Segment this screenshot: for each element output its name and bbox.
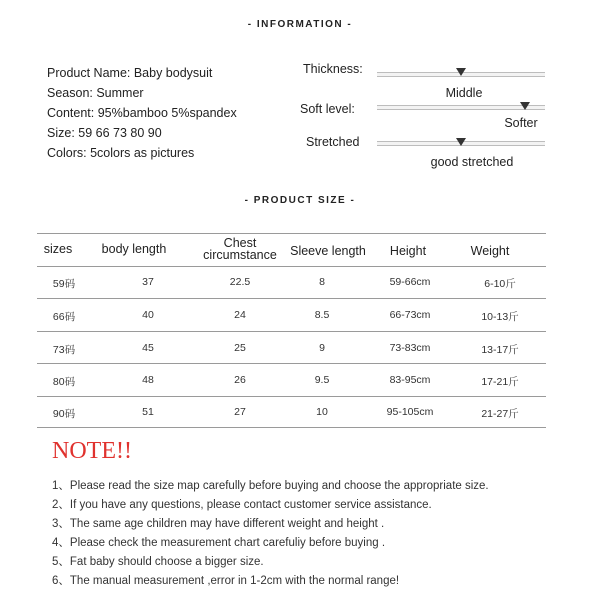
row-divider bbox=[37, 396, 546, 397]
stretched-label: Stretched bbox=[306, 135, 360, 149]
cell-weight: 6-10斤 bbox=[484, 278, 516, 290]
col-chest-circumstance bbox=[196, 237, 284, 261]
information-heading: - INFORMATION - bbox=[247, 19, 353, 30]
table-bottom-border bbox=[37, 427, 546, 428]
col-chest-line-2: circumstance bbox=[203, 248, 277, 262]
cell-body-length: 37 bbox=[142, 276, 154, 288]
cell-body-length: 40 bbox=[142, 309, 154, 321]
cell-sleeve: 9.5 bbox=[314, 374, 330, 386]
cell-sleeve: 8.5 bbox=[314, 309, 330, 321]
thickness-label: Thickness: bbox=[303, 62, 363, 76]
stretched-marker-icon bbox=[456, 138, 466, 146]
note-item: 1、Please read the size map carefully before buying and choose the appropriate size. bbox=[52, 480, 489, 492]
cell-weight: 17-21斤 bbox=[481, 376, 519, 388]
cell-body-length: 45 bbox=[142, 342, 154, 354]
col-body-length: body length bbox=[101, 242, 167, 256]
cell-size: 66码 bbox=[52, 311, 76, 323]
info-product-name: Product Name: Baby bodysuit bbox=[47, 66, 213, 80]
cell-body-length: 51 bbox=[142, 406, 154, 418]
note-title: NOTE!! bbox=[52, 438, 132, 464]
thickness-value: Middle bbox=[445, 86, 483, 100]
thickness-marker-icon bbox=[456, 68, 466, 76]
note-item: 4、Please check the measurement chart carefuliy before buying . bbox=[52, 537, 386, 549]
cell-chest: 27 bbox=[234, 406, 246, 418]
soft-level-value: Softer bbox=[504, 116, 538, 130]
row-divider bbox=[37, 298, 546, 299]
note-item: 6、The manual measurement ,error in 1-2cm with the normal range! bbox=[52, 575, 400, 587]
row-divider bbox=[37, 363, 546, 364]
note-item: 5、Fat baby should choose a bigger size. bbox=[52, 556, 264, 568]
cell-weight: 13-17斤 bbox=[481, 344, 519, 356]
cell-sleeve: 8 bbox=[319, 276, 325, 288]
cell-chest: 22.5 bbox=[229, 276, 251, 288]
cell-size: 80码 bbox=[52, 376, 76, 388]
cell-size: 59码 bbox=[52, 278, 76, 290]
cell-sleeve: 9 bbox=[319, 342, 325, 354]
soft-level-marker-icon bbox=[520, 102, 530, 110]
col-height: Height bbox=[389, 244, 427, 258]
cell-chest: 25 bbox=[234, 342, 246, 354]
cell-chest: 26 bbox=[234, 374, 246, 386]
note-item: 2、If you have any questions, please contact customer service assistance. bbox=[52, 499, 432, 511]
cell-height: 66-73cm bbox=[389, 309, 431, 321]
cell-size: 73码 bbox=[52, 344, 76, 356]
table-top-border bbox=[37, 233, 546, 234]
cell-height: 73-83cm bbox=[389, 342, 431, 354]
product-size-heading: - PRODUCT SIZE - bbox=[244, 195, 356, 206]
soft-level-label: Soft level: bbox=[300, 102, 355, 116]
col-chest-line-1: Chest bbox=[223, 236, 257, 250]
info-season: Season: Summer bbox=[47, 86, 144, 100]
cell-weight: 21-27斤 bbox=[481, 408, 519, 420]
cell-height: 83-95cm bbox=[389, 374, 431, 386]
note-item: 3、The same age children may have different weight and height . bbox=[52, 518, 385, 530]
cell-chest: 24 bbox=[234, 309, 246, 321]
row-divider bbox=[37, 266, 546, 267]
col-sleeve-length: Sleeve length bbox=[290, 244, 366, 258]
cell-height: 95-105cm bbox=[386, 406, 434, 418]
cell-sleeve: 10 bbox=[316, 406, 328, 418]
col-weight: Weight bbox=[470, 244, 510, 258]
cell-size: 90码 bbox=[52, 408, 76, 420]
stretched-value: good stretched bbox=[430, 155, 514, 169]
info-content: Content: 95%bamboo 5%spandex bbox=[47, 106, 237, 120]
cell-weight: 10-13斤 bbox=[481, 311, 519, 323]
info-size: Size: 59 66 73 80 90 bbox=[47, 126, 162, 140]
cell-height: 59-66cm bbox=[389, 276, 431, 288]
col-sizes: sizes bbox=[43, 242, 73, 256]
cell-body-length: 48 bbox=[142, 374, 154, 386]
row-divider bbox=[37, 331, 546, 332]
info-colors: Colors: 5colors as pictures bbox=[47, 146, 195, 160]
